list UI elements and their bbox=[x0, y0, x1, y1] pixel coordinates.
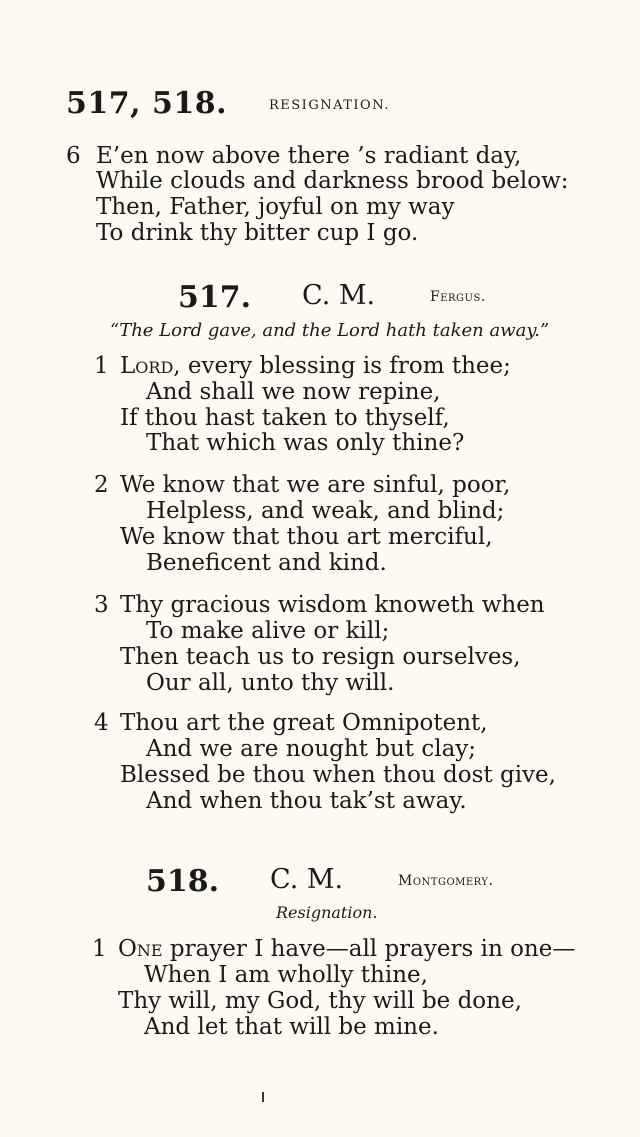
stanza-number: 3 bbox=[94, 592, 109, 618]
hymn-number: 517. bbox=[178, 280, 252, 315]
printer-mark bbox=[262, 1092, 264, 1102]
verse-line: E’en now above there ’s radiant day, bbox=[96, 143, 522, 169]
verse-line: To drink thy bitter cup I go. bbox=[96, 220, 419, 246]
verse-line bbox=[120, 355, 511, 378]
verse-line: That which was only thine? bbox=[146, 430, 465, 456]
stanza-number: 1 bbox=[94, 353, 109, 379]
running-head-numbers: 517, 518. bbox=[66, 86, 228, 121]
verse-line: While clouds and darkness brood below: bbox=[96, 168, 569, 194]
hymn-517-header bbox=[178, 280, 508, 320]
stanza-number: 4 bbox=[94, 710, 109, 736]
verse-line: Then teach us to resign ourselves, bbox=[120, 644, 521, 670]
verse-line: Our all, unto thy will. bbox=[146, 670, 395, 696]
hymn-518-header bbox=[146, 864, 526, 904]
verse-line bbox=[118, 938, 575, 961]
verse-line: And we are nought but clay; bbox=[146, 736, 477, 762]
verse-line: We know that we are sinful, poor, bbox=[120, 472, 511, 498]
verse-line: Thy gracious wisdom knoweth when bbox=[120, 592, 545, 618]
verse-line: Blessed be thou when thou dost give, bbox=[120, 762, 556, 788]
verse-line: When I am wholly thine, bbox=[144, 962, 428, 988]
verse-line: Thou art the great Omnipotent, bbox=[120, 710, 488, 736]
verse-line: And when thou tak’st away. bbox=[146, 788, 467, 814]
stanza-number: 2 bbox=[94, 472, 109, 498]
hymn-number: 518. bbox=[146, 864, 220, 899]
verse-line-rest: prayer I have—all prayers in one— bbox=[162, 936, 576, 962]
hymn-518-subtitle: Resignation. bbox=[276, 903, 378, 922]
running-head bbox=[66, 86, 586, 126]
stanza-number: 6 bbox=[66, 143, 81, 169]
verse-line: And shall we now repine, bbox=[146, 379, 441, 405]
verse-line: We know that thou art merciful, bbox=[120, 524, 493, 550]
hymn-517-epigraph: “The Lord gave, and the Lord hath taken away.” bbox=[110, 320, 550, 341]
hymn-tune: Fergus. bbox=[430, 289, 486, 305]
verse-line: And let that will be mine. bbox=[144, 1014, 439, 1040]
hymn-tune: Montgomery. bbox=[398, 873, 494, 889]
first-word: One bbox=[118, 936, 163, 962]
hymn-meter: C. M. bbox=[302, 280, 376, 311]
verse-line: Thy will, my God, thy will be done, bbox=[118, 988, 522, 1014]
verse-line: Helpless, and weak, and blind; bbox=[146, 498, 505, 524]
verse-line: To make alive or kill; bbox=[146, 618, 390, 644]
hymn-meter: C. M. bbox=[270, 864, 344, 895]
verse-line: If thou hast taken to thyself, bbox=[120, 405, 450, 431]
first-word: Lord bbox=[120, 353, 174, 379]
stanza-number: 1 bbox=[92, 936, 107, 962]
verse-line: Then, Father, joyful on my way bbox=[96, 194, 455, 220]
verse-line: Beneficent and kind. bbox=[146, 550, 387, 576]
running-head-title: RESIGNATION. bbox=[269, 98, 390, 113]
verse-line-rest: , every blessing is from thee; bbox=[173, 353, 511, 379]
